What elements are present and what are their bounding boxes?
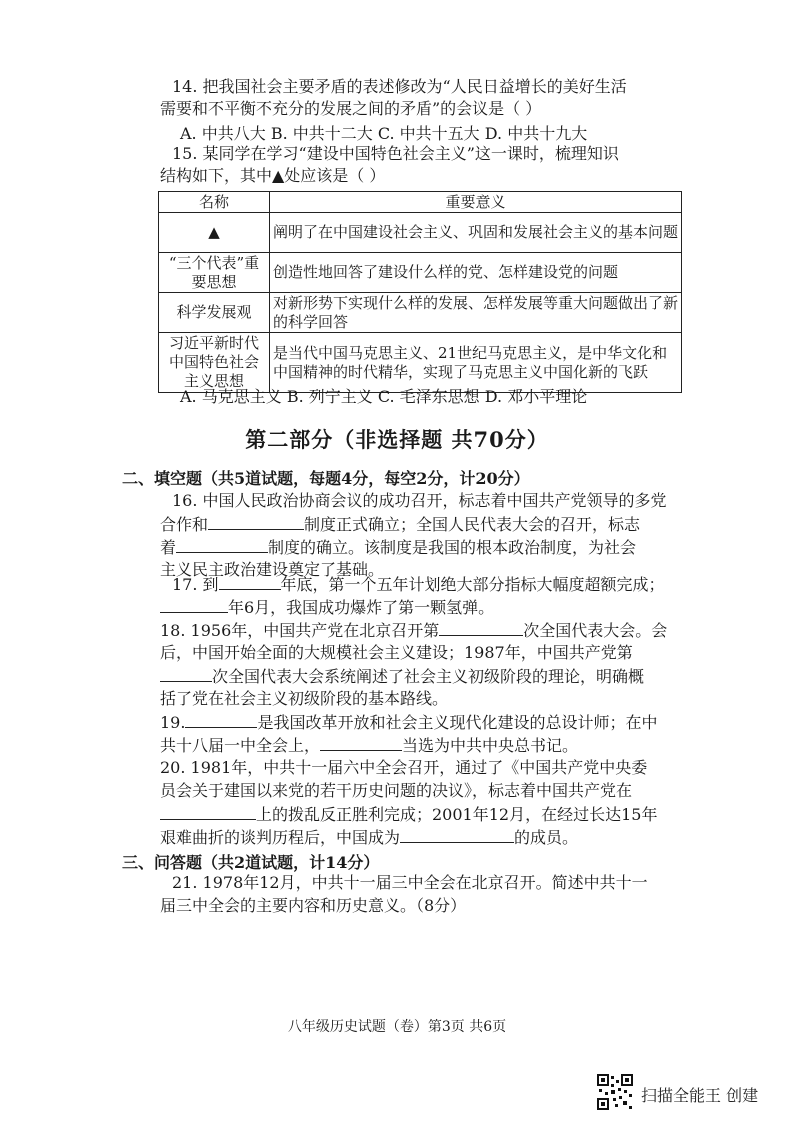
q20-line1: 20. 1981年，中共十一届六中全会召开，通过了《中国共产党中央委 [160,758,648,777]
q20-line4 [160,826,578,849]
q20-text: 的成员。 [514,828,579,847]
q15-line1: 15. 某同学在学习“建设中国特色社会主义”这一课时，梳理知识 [172,144,619,163]
answer-blank[interactable] [219,573,281,590]
page-footer: 八年级历史试题（卷）第3页 共6页 [287,1019,507,1035]
q20-line2: 员会关于建国以来党的若干历史问题的决议》，标志着中国共产党在 [160,781,633,800]
answer-blank[interactable] [176,536,268,553]
q19-text: 共十八届一中全会上， [160,736,321,755]
q18-text: 次全国代表大会。会 [523,621,668,640]
q14-choices: A. 中共八大 B. 中共十二大 C. 中共十五大 D. 中共十九大 [180,124,588,143]
table-cell-name: ▲ [159,213,270,253]
answer-blank[interactable] [160,665,212,682]
table-cell-name: 科学发展观 [159,293,270,333]
q19-line1 [160,711,657,734]
q19-text: 是我国改革开放和社会主义现代化建设的总设计师；在中 [257,713,658,732]
q18-line2: 后，中国开始全面的大规模社会主义建设；1987年，中国共产党第 [160,643,633,662]
q16-text: 合作和 [160,515,209,534]
table-header-meaning: 重要意义 [270,192,682,213]
q19-text: 19. [160,713,186,732]
q14-line2: 需要和不平衡不充分的发展之间的矛盾”的会议是（ ） [160,99,542,118]
q17-line2 [160,596,494,619]
fill-heading: 二、填空题（共5道试题，每题4分，每空2分，计20分） [122,469,530,488]
answer-blank[interactable] [160,596,228,613]
q19-line2 [160,734,578,757]
q17-text: 17. 到 [172,575,219,594]
table-cell-meaning: 创造性地回答了建设什么样的党、怎样建设党的问题 [270,253,682,293]
table-row [159,253,682,293]
answer-blank[interactable] [439,619,523,636]
knowledge-structure-table [158,191,682,393]
table-cell-meaning: 对新形势下实现什么样的发展、怎样发展等重大问题做出了新的科学回答 [270,293,682,333]
answer-blank[interactable] [208,513,304,530]
q19-text: 当选为中共中央总书记。 [402,736,579,755]
answer-blank[interactable] [160,803,256,820]
q18-text: 18. 1956年，中国共产党在北京召开第 [160,621,440,640]
table-header-row [159,192,682,213]
table-row [159,293,682,333]
q14-line1: 14. 把我国社会主要矛盾的表述修改为“人民日益增长的美好生活 [172,77,627,96]
answer-blank[interactable] [185,711,257,728]
table-cell-name: 习近平新时代中国特色社会主义思想 [159,333,270,393]
answer-blank[interactable] [400,826,514,843]
table-cell-name: “三个代表”重要思想 [159,253,270,293]
section-title: 第二部分（非选择题 共70分） [245,427,549,452]
q15-line2: 结构如下，其中▲处应该是（ ） [160,166,386,185]
q18-line3 [160,665,644,688]
table-cell-meaning: 阐明了在中国建设社会主义、巩固和发展社会主义的基本问题 [270,213,682,253]
q16-line3 [160,536,636,559]
scanner-watermark: 扫描全能王 创建 [641,1086,759,1105]
q16-text: 着 [160,538,177,557]
q18-line4: 括了党在社会主义初级阶段的基本路线。 [160,689,449,708]
q21-line2: 届三中全会的主要内容和历史意义。（8分） [160,896,467,915]
q16-text: 制度正式确立；全国人民代表大会的召开，标志 [304,515,641,534]
q16-text: 制度的确立。该制度是我国的根本政治制度，为社会 [268,538,637,557]
q15-choices: A. 马克思主义 B. 列宁主义 C. 毛泽东思想 D. 邓小平理论 [180,387,588,406]
qr-code-icon [597,1074,633,1110]
qa-heading: 三、问答题（共2道试题，计14分） [122,853,380,872]
q20-text: 上的拨乱反正胜利完成；2001年12月，在经过长达15年 [256,805,658,824]
table-cell-meaning: 是当代中国马克思主义、21世纪马克思主义，是中华文化和中国精神的时代精华，实现了马克思主义中国化新的飞跃 [270,333,682,393]
q16-line4: 主义民主政治建设奠定了基础。 [160,560,385,579]
q16-line2 [160,513,640,536]
table-row [159,213,682,253]
q17-text: 年底，第一个五年计划绝大部分指标大幅度超额完成； [280,575,665,594]
q17-text: 年6月，我国成功爆炸了第一颗氢弹。 [228,598,495,617]
q18-line1 [160,619,667,642]
q20-text: 艰难曲折的谈判历程后，中国成为 [160,828,401,847]
table-header-name: 名称 [159,192,270,213]
answer-blank[interactable] [320,734,402,751]
q16-line1: 16. 中国人民政治协商会议的成功召开，标志着中国共产党领导的多党 [172,491,667,510]
q17-line1 [172,573,665,596]
q20-line3 [160,803,657,826]
q18-text: 次全国代表大会系统阐述了社会主义初级阶段的理论，明确概 [212,667,645,686]
q21-line1: 21. 1978年12月，中共十一届三中全会在北京召开。简述中共十一 [172,873,648,892]
